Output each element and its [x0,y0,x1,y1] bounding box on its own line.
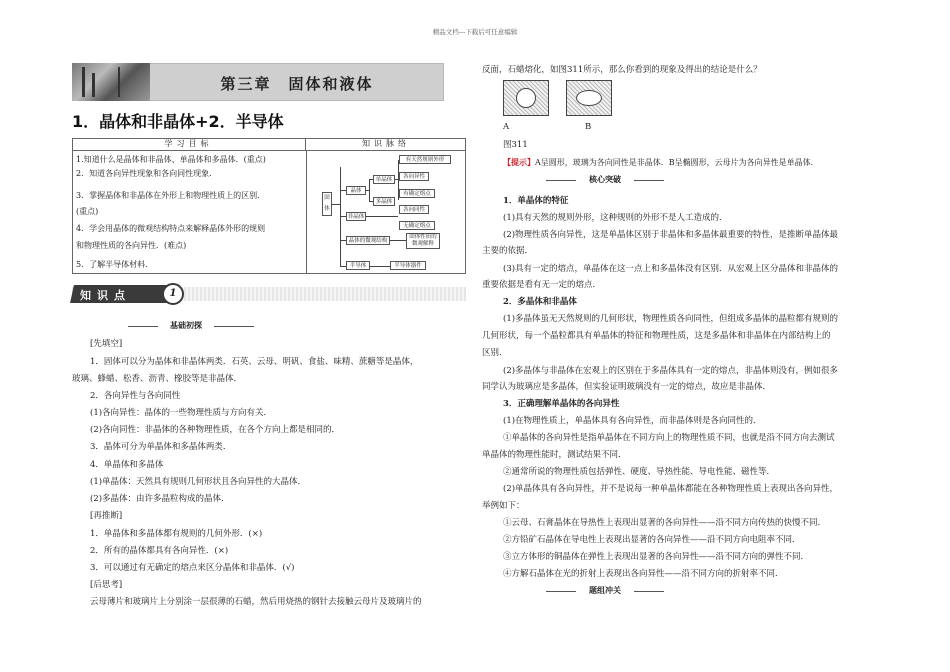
body-line: ②通常所说的物理性质包括弹性、硬度、导热性能、导电性能、磁性等． [503,467,776,477]
mindmap-node-melt: 有确定熔点 [399,189,435,198]
body-line: 3．可以通过有无确定的熔点来区分晶体和非晶体．(√) [90,563,295,573]
body-line: 1．单晶体和多晶体都有规则的几何外形．(×) [90,529,263,539]
tip-line [503,156,819,169]
body-line: [先填空] [90,339,123,349]
body-line: ①云母、石膏晶体在导热性上表现出显著的各向异性——沿不同方向传热的快慢不同． [503,518,827,528]
body-line: 2．各向异性与各向同性 [90,391,181,401]
body-line: 1．固体可以分为晶体和非晶体两类．石英、云母、明矾、食盐、味精、蔗糖等是晶体， [90,357,419,367]
body-line: 云母薄片和玻璃片上分别涂一层很薄的石蜡，然后用烧热的钢针去接触云母片及玻璃片的 [90,597,422,607]
knowledge-map-header: 知识脉络 [306,138,466,151]
objective-item: 5．了解半导体材料． [76,260,154,269]
banner-image [72,63,150,101]
body-line: (2)多晶体与非晶体在宏观上的区别在于多晶体具有一定的熔点，非晶体则没有，例如很多 [503,366,839,376]
body-line: 主要的依据． [482,246,534,256]
body-line: (1)具有天然的规则外形，这种规则的外形不是人工造成的． [503,213,728,223]
body-line: 单晶体的物理性能时，测试结果不同． [482,450,627,460]
figure-caption: 图311 [503,140,528,150]
figure-b [566,80,612,116]
mindmap-node-semi: 半导体 [346,261,370,270]
section-rule [546,180,576,181]
body-line: 4．单晶体和多晶体 [90,460,164,470]
body-line: 几何形状，每一个晶粒都具有单晶体的特征和物理性质，这是多晶体和非晶体在内部结构上的 [482,331,831,341]
objective-item: 3．掌握晶体和非晶体在外形上和物理性质上的区别． [76,191,266,200]
body-line: [再推断] [90,511,123,521]
mindmap-node-aniso: 各向异性 [399,172,429,181]
body-line: (2)物理性质各向异性，这是单晶体区别于非晶体和多晶体最重要的特性，是推断单晶体最 [503,230,839,240]
body-line: (2)单晶体具有各向异性，并不是说每一种单晶体都能在各种物理性质上表现出各向异性， [503,484,839,494]
body-line: 同学认为玻璃应是多晶体，但实验证明玻璃没有一定的熔点，故应是非晶体． [482,382,772,392]
mindmap-node-shape: 有天然规则外形 [399,155,451,164]
body-line: 1．单晶体的特征 [503,196,569,206]
body-line: 重要依据是看有无一定的熔点． [482,280,602,290]
body-line: 玻璃、蜂蜡、松香、沥青、橡胶等是非晶体． [72,374,243,384]
tip-tag: 【提示】 [503,157,535,167]
wax-circle-shape [516,88,536,108]
mindmap-node-single: 单晶体 [373,175,395,184]
body-line: 反面，石蜡熔化，如图311所示，那么你看到的现象及得出的结论是什么？ [482,65,762,75]
table-divider [306,151,307,274]
body-line: (1)多晶体虽无天然规则的几何形状，物理性质各向同性，但组成多晶体的晶粒都有规则的 [503,314,839,324]
objective-item: 和物理性质的各向异性．(难点) [76,241,187,250]
body-line: (1)各向异性：晶体的一些物理性质与方向有关． [90,408,273,418]
mindmap-node-micro: 晶体的微观结构 [346,236,390,245]
body-line: 2．多晶体和非晶体 [503,297,577,307]
objective-item: 2．知道各向异性现象和各向同性现象． [76,169,218,178]
wax-ellipse-shape [576,90,602,106]
knowledge-point-label: 知识点 [80,289,131,302]
section-heading-practice: 题组冲关 [589,586,621,595]
chapter-title: 第三章 固体和液体 [220,75,374,93]
mindmap-node-root: 固体 [322,192,332,216]
section-rule [214,326,254,327]
body-line: (3)具有一定的熔点，单晶体在这一点上和多晶体没有区别．从宏观上区分晶体和非晶体的 [503,264,839,274]
body-line: ③立方体形的铜晶体在弹性上表现出显著的各向异性——沿不同方向的弹性不同． [503,552,810,562]
section-heading-core: 核心突破 [589,175,621,184]
body-line: ①单晶体的各向异性是指单晶体在不同方向上的物理性质不同，也就是沿不同方向去测试 [503,433,835,443]
section-rule [128,326,158,327]
objective-item: 1.知道什么是晶体和非晶体、单晶体和多晶体．(重点) [76,155,266,164]
mindmap-node-iso: 各向同性 [399,205,429,214]
figure-a [503,80,549,116]
section-rule [634,591,664,592]
knowledge-point-number: 1 [162,283,184,305]
mindmap-node-micro-expl: 固体性质的微观解释 [406,233,440,249]
objective-item: (重点) [76,207,99,216]
body-line: [后思考] [90,580,123,590]
body-line: (2)各向同性：非晶体的各种物理性质，在各个方向上都是相同的． [90,425,341,435]
objectives-header: 学习目标 [72,138,306,151]
lesson-title: 1．晶体和非晶体+2．半导体 [72,112,284,131]
body-line: (2)多晶体：由许多晶粒构成的晶体． [90,494,230,504]
tip-text: A呈圆形，玻璃为各向同性是非晶体．B呈椭圆形，云母片为各向异性是单晶体． [535,158,819,167]
page-header-note: 精品文档---下载后可任意编辑 [432,28,518,36]
mindmap-node-crystal: 晶体 [346,186,366,195]
body-line: (1)单晶体：天然具有规则几何形状且各向异性的大晶体． [90,477,307,487]
body-line: 区别． [482,348,508,358]
body-line: ②方铅矿石晶体在导电性上表现出显著的各向异性——沿不同方向电阻率不同． [503,535,801,545]
objective-item: 4．学会用晶体的微观结构特点来解释晶体外形的规则 [76,224,266,233]
figure-label-a: A [503,122,510,132]
body-line: 3．晶体可分为单晶体和多晶体两类． [90,442,232,452]
body-line: 2．所有的晶体都具有各向异性．(×) [90,546,229,556]
figure-label-b: B [585,122,592,132]
body-line: 举例如下： [482,501,525,511]
body-line: ④方解石晶体在光的折射上表现出各向异性——沿不同方向的折射率不同． [503,569,784,579]
body-line: (1)在物理性质上，单晶体具有各向异性，而非晶体则是各向同性的． [503,416,762,426]
mindmap-node-semi-dev: 半导体器件 [390,261,426,270]
mindmap-node-noncrystal: 非晶体 [347,214,365,220]
section-rule [546,591,576,592]
section-heading-basic: 基础初探 [170,321,202,330]
body-line: 3．正确理解单晶体的各向异性 [503,399,620,409]
section-rule [634,180,664,181]
mindmap-node-poly: 多晶体 [373,197,395,206]
mindmap-node-nomelt: 无确定熔点 [399,221,435,230]
